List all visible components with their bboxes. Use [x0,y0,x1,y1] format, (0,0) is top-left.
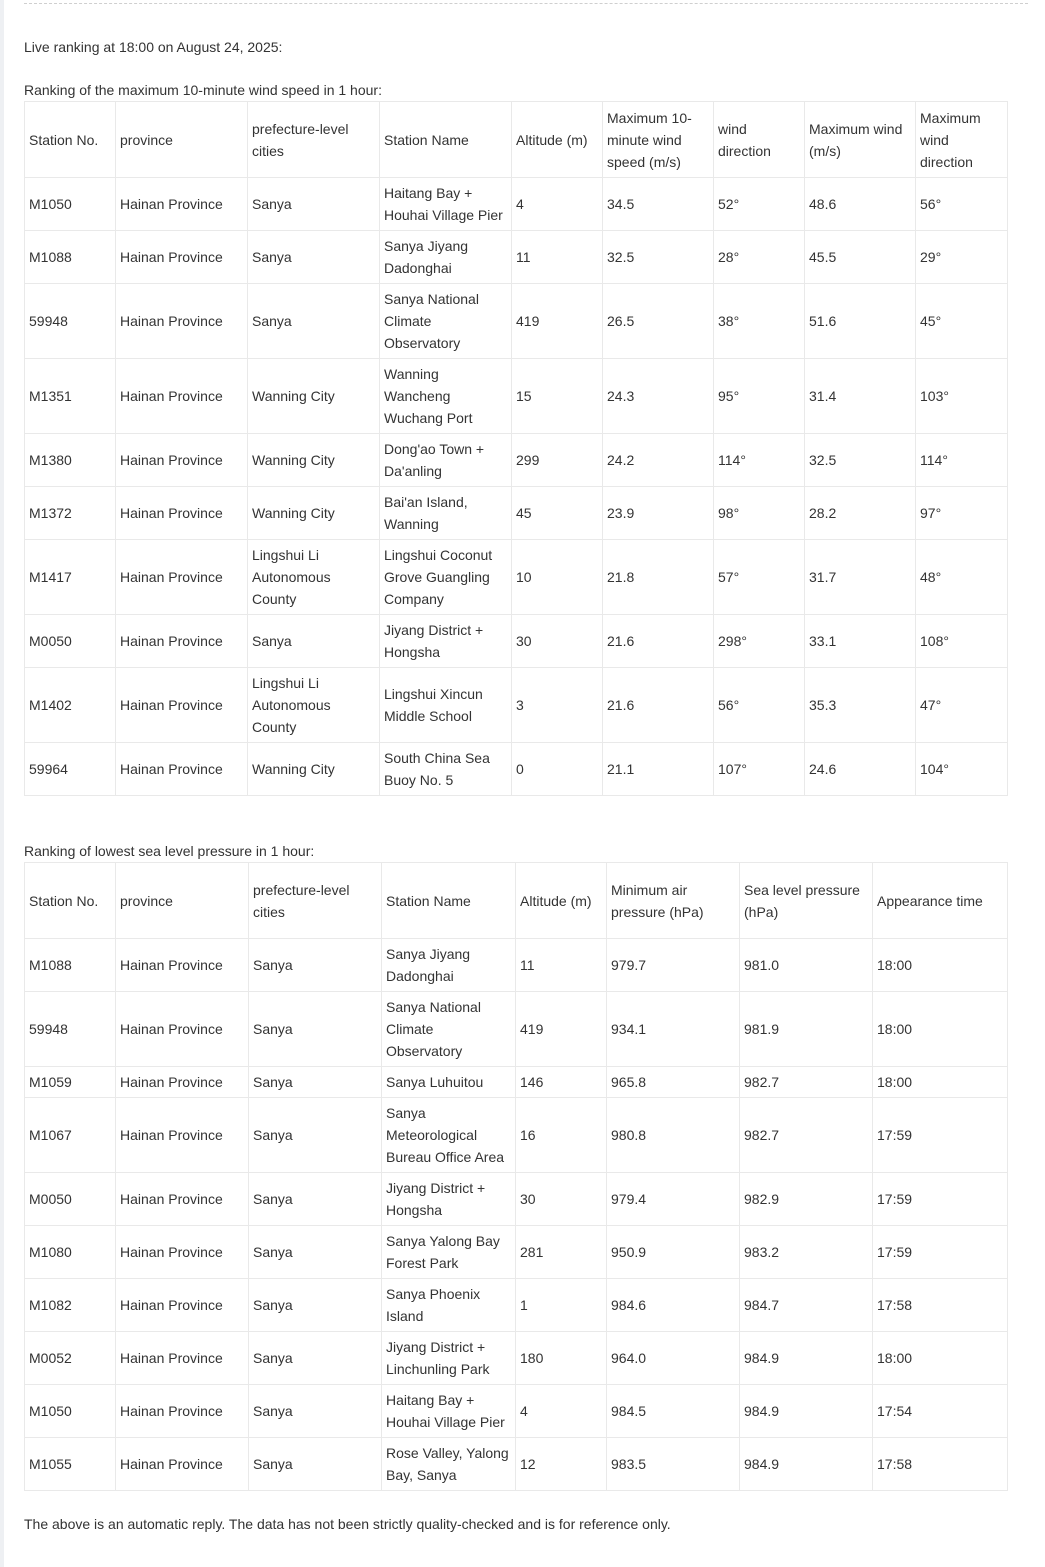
table-cell: 95° [714,359,805,434]
table-cell: Hainan Province [116,284,248,359]
table-cell: M1088 [25,939,116,992]
table-cell: 103° [916,359,1008,434]
table-row [25,1438,1008,1491]
table-cell: Sanya [249,1385,382,1438]
table-cell: 965.8 [607,1067,740,1098]
table-cell: 18:00 [873,939,1008,992]
table-cell: 21.6 [603,668,714,743]
table-cell: Hainan Province [116,1385,249,1438]
table-cell: Hainan Province [116,743,248,796]
wind-speed-table [24,101,1008,796]
table-cell: Sanya National Climate Observatory [382,992,516,1067]
table-cell: Hainan Province [116,1098,249,1173]
table-cell: 984.9 [740,1438,873,1491]
table-cell: 0 [512,743,603,796]
table-cell: 981.0 [740,939,873,992]
table-row [25,1279,1008,1332]
top-divider [24,3,1028,4]
header-cell: Maximum wind (m/s) [805,102,916,178]
table-cell: 33.1 [805,615,916,668]
table-row [25,1098,1008,1173]
table-cell: 281 [516,1226,607,1279]
table-cell: Sanya [248,178,380,231]
table-cell: Lingshui Li Autonomous County [248,668,380,743]
header-cell: Station Name [382,863,516,939]
table-cell: 26.5 [603,284,714,359]
table-cell: 984.6 [607,1279,740,1332]
table-cell: Sanya National Climate Observatory [380,284,512,359]
table-cell: 3 [512,668,603,743]
table-cell: Hainan Province [116,1067,249,1098]
table-header-row [25,102,1008,178]
table-cell: 107° [714,743,805,796]
table-cell: Sanya Yalong Bay Forest Park [382,1226,516,1279]
header-cell: Altitude (m) [516,863,607,939]
table-cell: Wanning City [248,359,380,434]
table-cell: 16 [516,1098,607,1173]
table-cell: 984.5 [607,1385,740,1438]
table-cell: 18:00 [873,992,1008,1067]
table-cell: 34.5 [603,178,714,231]
table-header-row [25,863,1008,939]
table-cell: 21.8 [603,540,714,615]
header-cell: Sea level pressure (hPa) [740,863,873,939]
table-cell: Hainan Province [116,1226,249,1279]
table-cell: 984.9 [740,1385,873,1438]
table-cell: Hainan Province [116,668,248,743]
table-cell: 10 [512,540,603,615]
table-cell: 114° [916,434,1008,487]
table-cell: M1080 [25,1226,116,1279]
table-row [25,1332,1008,1385]
table-row [25,359,1008,434]
table-row [25,540,1008,615]
table-cell: 979.4 [607,1173,740,1226]
left-accent-bar [0,0,4,1567]
disclaimer-text: The above is an automatic reply. The data has not been strictly quality-checked and is for reference only. [24,1516,671,1532]
table-cell: Hainan Province [116,1332,249,1385]
table-cell: 31.4 [805,359,916,434]
header-cell: Minimum air pressure (hPa) [607,863,740,939]
table-cell: 21.6 [603,615,714,668]
table-cell: Hainan Province [116,1279,249,1332]
table-cell: 18:00 [873,1067,1008,1098]
table-cell: 950.9 [607,1226,740,1279]
table-cell: Sanya Meteorological Bureau Office Area [382,1098,516,1173]
table-cell: 4 [516,1385,607,1438]
table-cell: 983.5 [607,1438,740,1491]
table-cell: Sanya [249,1098,382,1173]
table-cell: Jiyang District + Linchunling Park [382,1332,516,1385]
table-row [25,992,1008,1067]
header-cell: prefecture-level cities [248,102,380,178]
table-cell: M1372 [25,487,116,540]
table-cell: M1402 [25,668,116,743]
table-cell: Hainan Province [116,1438,249,1491]
table-cell: Wanning City [248,434,380,487]
table-cell: Hainan Province [116,540,248,615]
table-cell: 12 [516,1438,607,1491]
header-cell: Station Name [380,102,512,178]
table-row [25,668,1008,743]
table-row [25,178,1008,231]
table-cell: Sanya [248,284,380,359]
table-cell: Lingshui Xincun Middle School [380,668,512,743]
table-cell: 24.3 [603,359,714,434]
table-cell: 17:59 [873,1226,1008,1279]
table-cell: 982.9 [740,1173,873,1226]
table-cell: Hainan Province [116,939,249,992]
table-cell: Haitang Bay + Houhai Village Pier [380,178,512,231]
table-cell: M0052 [25,1332,116,1385]
table-cell: 981.9 [740,992,873,1067]
table-cell: 59964 [25,743,116,796]
table-cell: 299 [512,434,603,487]
table-cell: Lingshui Coconut Grove Guangling Company [380,540,512,615]
table-cell: 980.8 [607,1098,740,1173]
table-row [25,487,1008,540]
table-cell: Rose Valley, Yalong Bay, Sanya [382,1438,516,1491]
table-row [25,1067,1008,1098]
table-cell: 38° [714,284,805,359]
table-cell: Sanya [249,939,382,992]
table-cell: 32.5 [603,231,714,284]
table-cell: 24.6 [805,743,916,796]
table-cell: M1050 [25,178,116,231]
table-cell: Hainan Province [116,992,249,1067]
wind-table-caption: Ranking of the maximum 10-minute wind speed in 1 hour: [24,82,382,98]
table-cell: Hainan Province [116,615,248,668]
table-cell: 934.1 [607,992,740,1067]
table-cell: 984.9 [740,1332,873,1385]
header-cell: Station No. [25,102,116,178]
table-cell: 180 [516,1332,607,1385]
table-cell: Sanya Jiyang Dadonghai [380,231,512,284]
table-cell: Bai'an Island, Wanning [380,487,512,540]
table-cell: 419 [512,284,603,359]
table-cell: 51.6 [805,284,916,359]
table-cell: Jiyang District + Hongsha [380,615,512,668]
table-cell: Wanning Wancheng Wuchang Port [380,359,512,434]
table-cell: 984.7 [740,1279,873,1332]
table-cell: 30 [512,615,603,668]
table-cell: Wanning City [248,487,380,540]
table-cell: 108° [916,615,1008,668]
table-cell: 59948 [25,992,116,1067]
table-cell: 45 [512,487,603,540]
table-cell: Sanya [249,1438,382,1491]
table-cell: Hainan Province [116,178,248,231]
table-cell: Sanya [249,1332,382,1385]
table-cell: 98° [714,487,805,540]
table-cell: 30 [516,1173,607,1226]
table-cell: M0050 [25,1173,116,1226]
table-cell: Hainan Province [116,487,248,540]
table-row [25,743,1008,796]
table-cell: 17:58 [873,1438,1008,1491]
table-cell: 419 [516,992,607,1067]
header-cell: province [116,863,249,939]
header-cell: wind direction [714,102,805,178]
table-cell: 982.7 [740,1098,873,1173]
header-cell: Station No. [25,863,116,939]
table-cell: Sanya Phoenix Island [382,1279,516,1332]
table-row [25,615,1008,668]
table-cell: Dong'ao Town + Da'anling [380,434,512,487]
table-cell: 31.7 [805,540,916,615]
table-cell: Haitang Bay + Houhai Village Pier [382,1385,516,1438]
table-cell: Sanya [249,992,382,1067]
table-cell: 983.2 [740,1226,873,1279]
table-cell: 24.2 [603,434,714,487]
table-row [25,434,1008,487]
table-cell: 964.0 [607,1332,740,1385]
table-cell: M1055 [25,1438,116,1491]
table-cell: 979.7 [607,939,740,992]
table-cell: 47° [916,668,1008,743]
table-cell: Wanning City [248,743,380,796]
table-cell: 28° [714,231,805,284]
table-cell: 21.1 [603,743,714,796]
table-cell: M0050 [25,615,116,668]
table-cell: 17:58 [873,1279,1008,1332]
table-cell: Hainan Province [116,359,248,434]
table-cell: Sanya Luhuitou [382,1067,516,1098]
table-cell: M1088 [25,231,116,284]
table-cell: 15 [512,359,603,434]
table-cell: 11 [512,231,603,284]
table-cell: 104° [916,743,1008,796]
table-cell: 35.3 [805,668,916,743]
table-cell: M1417 [25,540,116,615]
table-cell: Sanya [249,1226,382,1279]
table-cell: Sanya [248,231,380,284]
table-row [25,1385,1008,1438]
table-cell: 28.2 [805,487,916,540]
table-cell: Sanya [248,615,380,668]
table-cell: 45° [916,284,1008,359]
header-cell: Altitude (m) [512,102,603,178]
table-cell: 56° [916,178,1008,231]
intro-text: Live ranking at 18:00 on August 24, 2025: [24,39,283,55]
table-cell: 29° [916,231,1008,284]
table-cell: M1380 [25,434,116,487]
table-cell: South China Sea Buoy No. 5 [380,743,512,796]
table-row [25,939,1008,992]
table-cell: 17:54 [873,1385,1008,1438]
table-cell: Sanya [249,1067,382,1098]
table-cell: 17:59 [873,1098,1008,1173]
table-cell: M1351 [25,359,116,434]
table-cell: 298° [714,615,805,668]
table-cell: 45.5 [805,231,916,284]
table-row [25,284,1008,359]
table-cell: Hainan Province [116,1173,249,1226]
table-cell: 32.5 [805,434,916,487]
table-cell: Sanya [249,1173,382,1226]
table-cell: 4 [512,178,603,231]
table-cell: 982.7 [740,1067,873,1098]
table-cell: 18:00 [873,1332,1008,1385]
table-cell: 17:59 [873,1173,1008,1226]
header-cell: Maximum wind direction [916,102,1008,178]
table-row [25,1226,1008,1279]
table-cell: 48° [916,540,1008,615]
table-cell: 56° [714,668,805,743]
table-row [25,1173,1008,1226]
table-cell: 114° [714,434,805,487]
table-cell: Sanya Jiyang Dadonghai [382,939,516,992]
table-cell: 97° [916,487,1008,540]
table-cell: Sanya [249,1279,382,1332]
table-cell: 57° [714,540,805,615]
pressure-table-caption: Ranking of lowest sea level pressure in 1 hour: [24,843,315,859]
table-cell: M1059 [25,1067,116,1098]
table-cell: Lingshui Li Autonomous County [248,540,380,615]
table-cell: 23.9 [603,487,714,540]
header-cell: Maximum 10-minute wind speed (m/s) [603,102,714,178]
table-cell: 48.6 [805,178,916,231]
table-cell: 11 [516,939,607,992]
header-cell: Appearance time [873,863,1008,939]
table-cell: Jiyang District + Hongsha [382,1173,516,1226]
header-cell: prefecture-level cities [249,863,382,939]
table-cell: Hainan Province [116,231,248,284]
table-row [25,231,1008,284]
table-cell: M1067 [25,1098,116,1173]
table-cell: 1 [516,1279,607,1332]
table-cell: M1050 [25,1385,116,1438]
sea-level-pressure-table [24,862,1008,1491]
table-cell: 59948 [25,284,116,359]
header-cell: province [116,102,248,178]
table-cell: 52° [714,178,805,231]
table-cell: Hainan Province [116,434,248,487]
table-cell: M1082 [25,1279,116,1332]
table-cell: 146 [516,1067,607,1098]
